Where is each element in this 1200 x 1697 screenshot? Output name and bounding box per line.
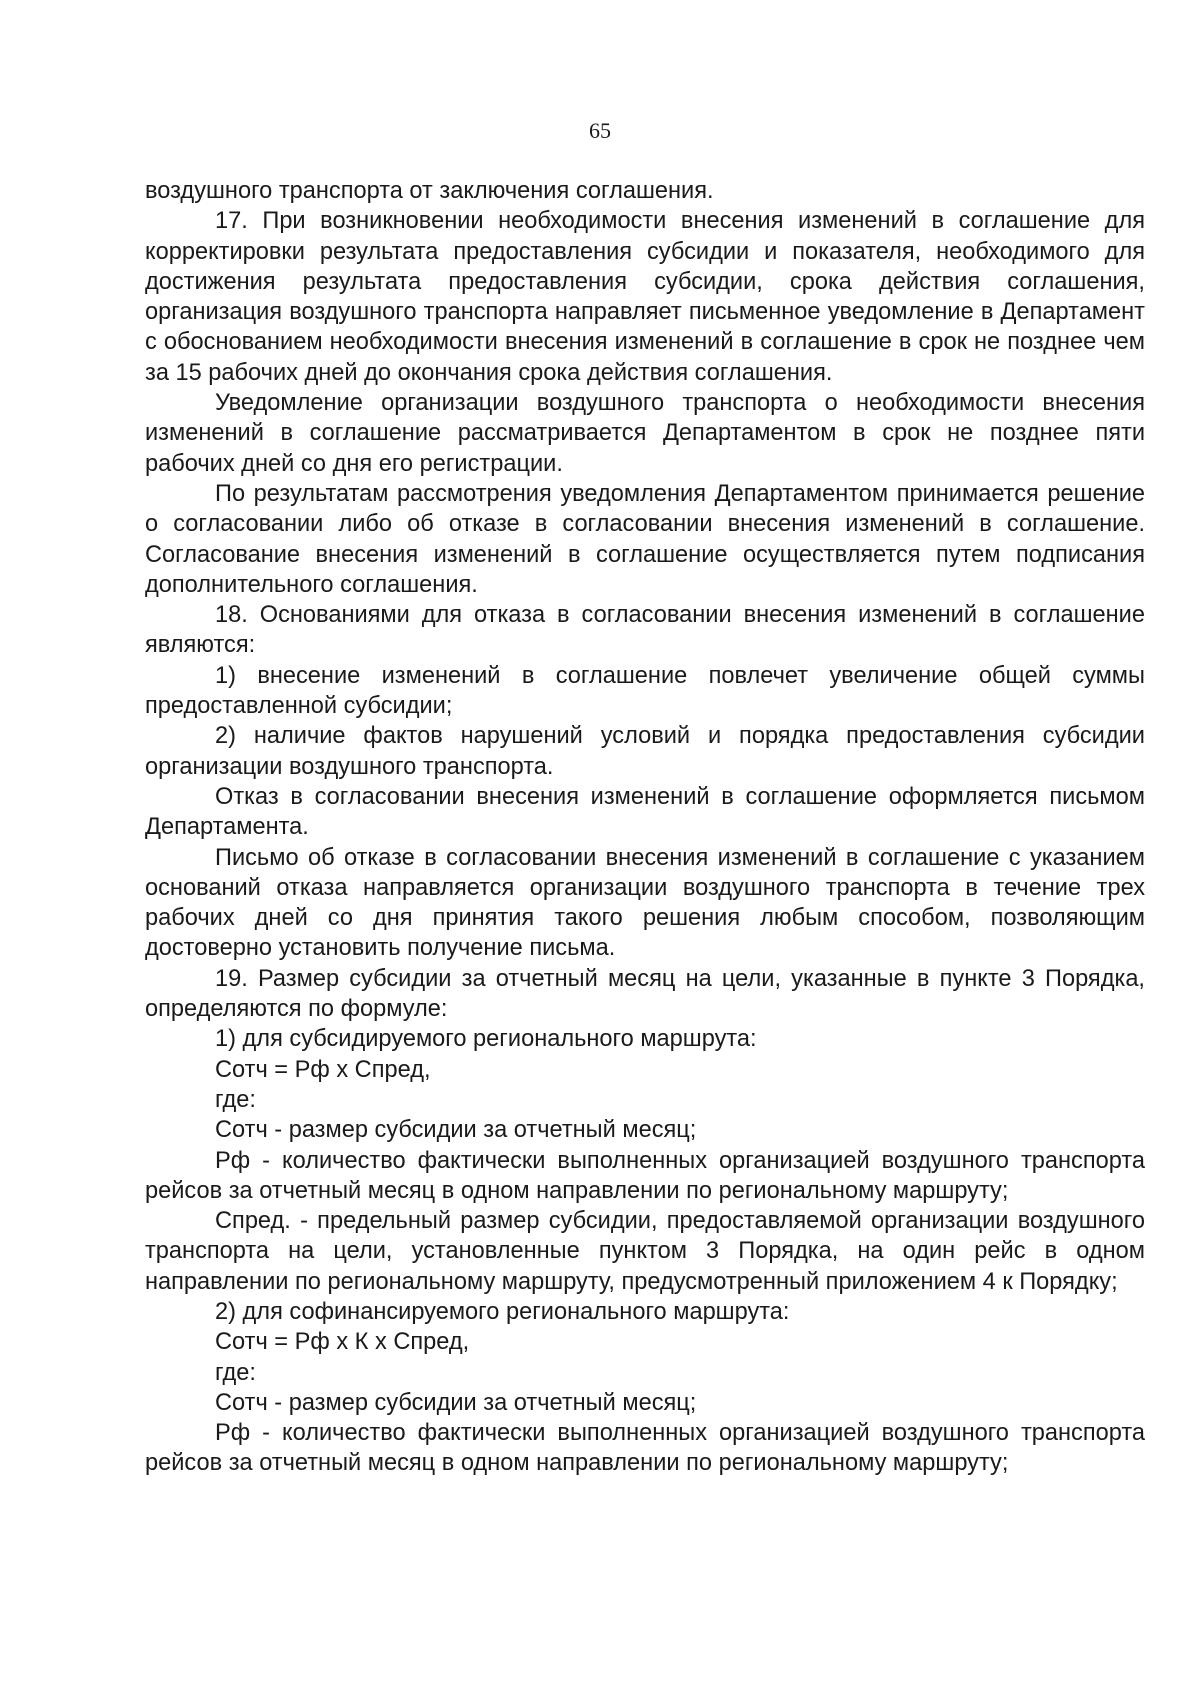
- paragraph-notification-review: Уведомление организации воздушного транспорта о необходимости внесения изменений в соглашение рассматривается Департаментом в срок не позднее пяти рабочих дней со дня его регистрации.: [145, 390, 1145, 477]
- formula-1: Сотч = Рф х Спред,: [215, 1056, 431, 1083]
- formula-2-def-rf: Рф - количество фактически выполненных организацией воздушного транспорта рейсов за отчетный месяц в одном направлении по региональному маршруту;: [145, 1420, 1145, 1477]
- paragraph-item-17: 17. При возникновении необходимости внесения изменений в соглашение для корректировки результата предоставления субсидии и показателя, необходимого для достижения результата предоставления субсидии, срока действия соглашения, организация воздушного транспорта направляет письменное уведомление в Департамент с обоснованием необходимости внесения изменений в соглашение в срок не позднее чем за 15 рабочих дней до окончания срока действия соглашения.: [145, 208, 1145, 386]
- formula-1-where: где:: [215, 1086, 256, 1113]
- paragraph-reason-1: 1) внесение изменений в соглашение повлечет увеличение общей суммы предоставленной субсидии;: [145, 662, 1145, 720]
- paragraph-refusal-letter: Отказ в согласовании внесения изменений в соглашение оформляется письмом Департамента.: [145, 783, 1145, 841]
- paragraph-reason-2: 2) наличие фактов нарушений условий и порядка предоставления субсидии организации воздушного транспорта.: [145, 723, 1145, 780]
- paragraph-item-18: 18. Основаниями для отказа в согласовании внесения изменений в соглашение являются:: [145, 602, 1145, 659]
- formula-2-where: где:: [215, 1359, 256, 1386]
- page-number: 65: [589, 118, 611, 143]
- formula-1-def-rf: Рф - количество фактически выполненных организацией воздушного транспорта рейсов за отчетный месяц в одном направлении по региональному маршруту;: [145, 1147, 1145, 1204]
- formula-2-def-sotch: Сотч - размер субсидии за отчетный месяц;: [215, 1389, 697, 1416]
- formula-1-def-sotch: Сотч - размер субсидии за отчетный месяц;: [215, 1117, 697, 1144]
- paragraph-review-results: По результатам рассмотрения уведомления Департаментом принимается решение о согласовании либо об отказе в согласовании внесения изменений в соглашение. Согласование внесения изменений в соглашение осуществляется путем подписания дополнительного соглашения.: [145, 480, 1145, 598]
- paragraph-item-19: 19. Размер субсидии за отчетный месяц на цели, указанные в пункте 3 Порядка, определяются по формуле:: [145, 965, 1145, 1023]
- paragraph-case-2: 2) для софинансируемого регионального маршрута:: [215, 1298, 790, 1325]
- paragraph-case-1: 1) для субсидируемого регионального маршрута:: [215, 1026, 757, 1053]
- formula-2: Сотч = Рф х К х Спред,: [215, 1329, 470, 1356]
- formula-1-def-spred: Спред. - предельный размер субсидии, предоставляемой организации воздушного транспорта на цели, установленные пунктом 3 Порядка, на один рейс в одном направлении по региональному маршруту, предусмотренный приложением 4 к Порядку;: [145, 1208, 1145, 1295]
- paragraph-continuation: воздушного транспорта от заключения соглашения.: [145, 178, 714, 204]
- document-body: [145, 176, 1145, 1479]
- paragraph-refusal-delivery: Письмо об отказе в согласовании внесения изменений в соглашение с указанием оснований отказа направляется организации воздушного транспорта в течение трех рабочих дней со дня принятия такого решения любым способом, позволяющим достоверно установить получение письма.: [145, 844, 1145, 962]
